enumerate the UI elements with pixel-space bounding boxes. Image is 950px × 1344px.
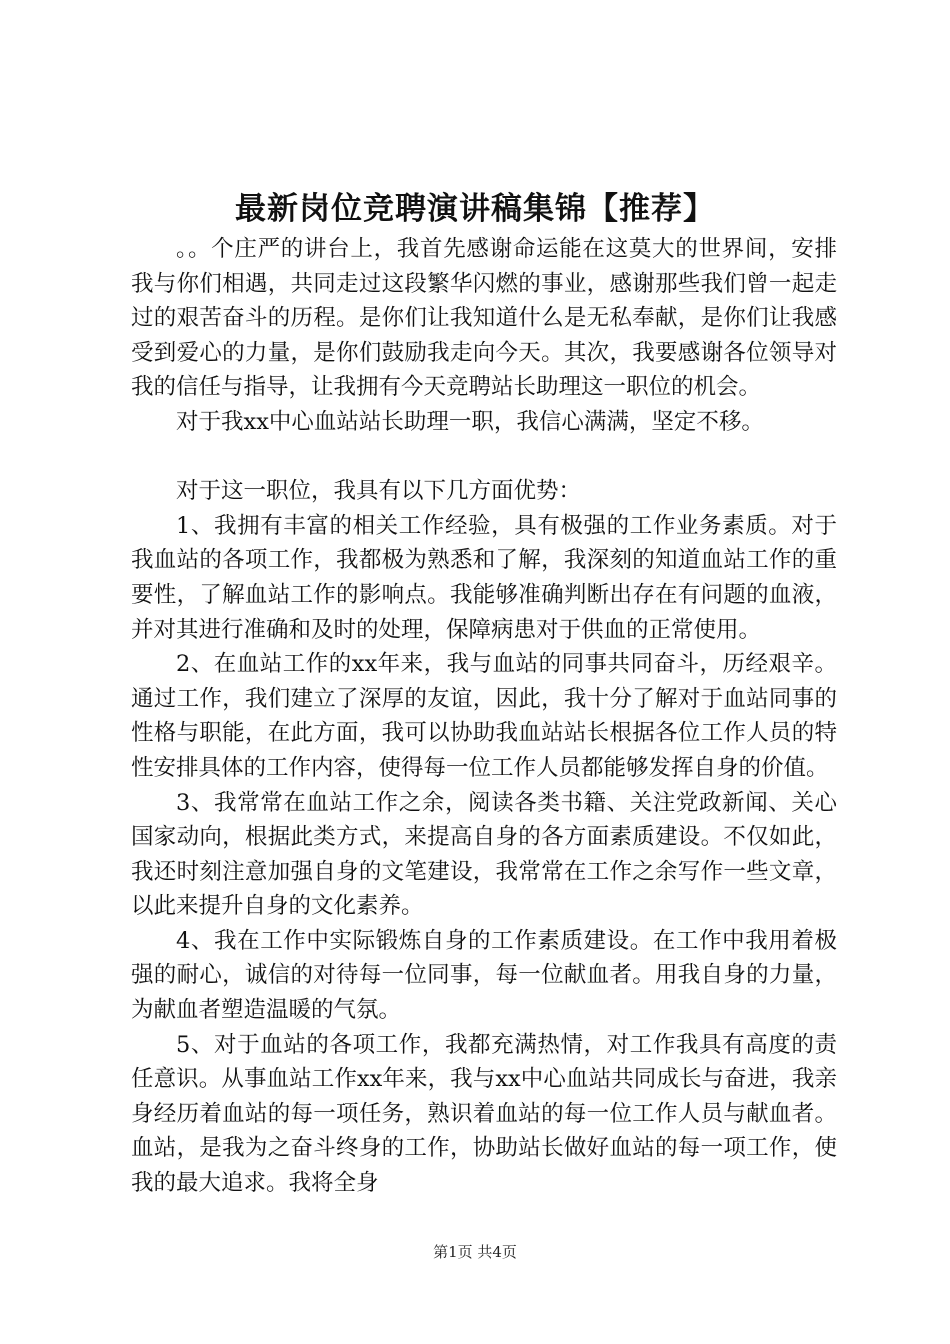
paragraph-advantages-intro: 对于这一职位，我具有以下几方面优势： [176, 478, 582, 505]
paragraph-opening: 。。个庄严的讲台上，我首先感谢命运能在这莫大的世界间，安排我与你们相遇，共同走过这段繁华闪燃的事业，感谢那些我们曾一起走过的艰苦奋斗的历程。是你们让我知道什么是无私奉献，是你们让我感受到爱心的力量，是你们鼓励我走向今天。其次，我要感谢各位领导对我的信任与指导，让我拥有今天竞聘站长助理这一职位的机会。 [131, 236, 837, 401]
paragraph-advantage-2: 2、在血站工作的xx年来，我与血站的同事共同奋斗，历经艰辛。通过工作，我们建立了深厚的友谊，因此，我十分了解对于血站同事的性格与职能，在此方面，我可以协助我血站站长根据各位工作人员的特性安排具体的工作内容，使得每一位工作人员都能够发挥自身的价值。 [131, 651, 837, 781]
document-title: 最新岗位竞聘演讲稿集锦【推荐】 [235, 191, 715, 227]
paragraph-advantage-4: 4、我在工作中实际锻炼自身的工作素质建设。在工作中我用着极强的耐心，诚信的对待每一位同事，每一位献血者。用我自身的力量，为献血者塑造温暖的气氛。 [131, 927, 837, 1024]
page-number-footer: 第1页 共4页 [433, 1243, 517, 1261]
paragraph-advantage-5: 5、对于血站的各项工作，我都充满热情，对工作我具有高度的责任意识。从事血站工作xx年来，我与xx中心血站共同成长与奋进，我亲身经历着血站的每一项任务，熟识着血站的每一位工作人员与献血者。血站，是我为之奋斗终身的工作，协助站长做好血站的每一项工作，使我的最大追求。我将全身 [131, 1031, 837, 1197]
paragraph-advantage-3: 3、我常常在血站工作之余，阅读各类书籍、关注党政新闻、关心国家动向，根据此类方式，来提高自身的各方面素质建设。不仅如此，我还时刻注意加强自身的文笔建设，我常常在工作之余写作一些文章，以此来提升自身的文化素养。 [131, 789, 837, 920]
paragraph-advantage-1: 1、我拥有丰富的相关工作经验，具有极强的工作业务素质。对于我血站的各项工作，我都极为熟悉和了解，我深刻的知道血站工作的重要性，了解血站工作的影响点。我能够准确判断出存在有问题的血液，并对其进行准确和及时的处理，保障病患对于供血的正常使用。 [131, 512, 837, 643]
paragraph-confidence: 对于我xx中心血站站长助理一职，我信心满满，坚定不移。 [176, 408, 764, 435]
document-body [131, 232, 837, 1201]
